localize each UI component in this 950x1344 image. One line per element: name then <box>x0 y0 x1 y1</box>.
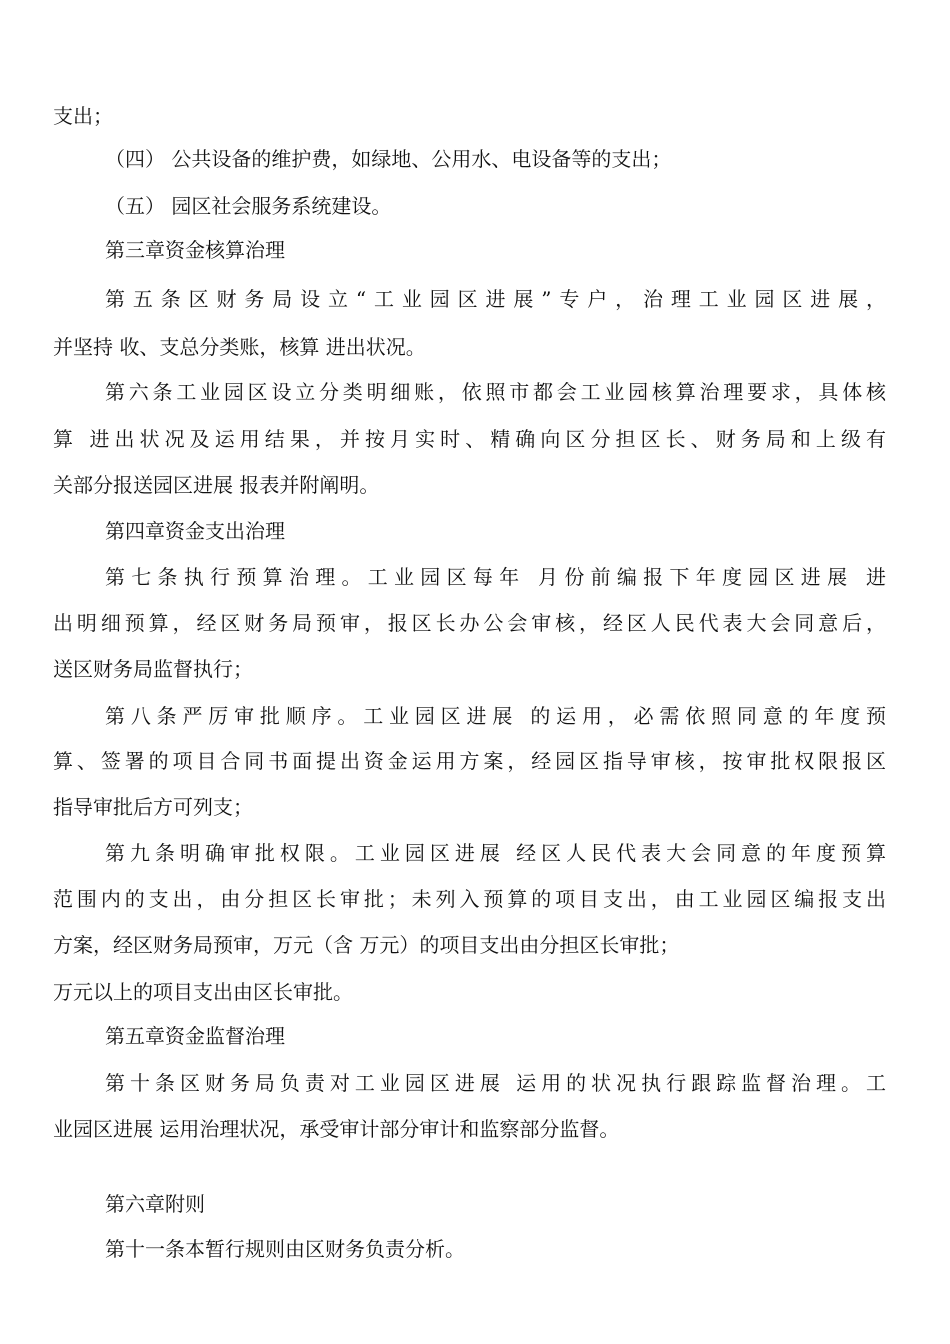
article-5-line-1: 第五条区财务局设立“工业园区进展”专户，治理工业园区进展， <box>105 287 886 311</box>
article-8-line-2: 算、签署的项目合同书面提出资金运用方案，经园区指导审核，按审批权限报区 <box>53 749 886 773</box>
article-9-line-3: 方案，经区财务局预审，万元（含 万元）的项目支出由分担区长审批； <box>53 933 680 957</box>
text-line: 支出； <box>53 104 113 128</box>
article-10-line-1: 第十条区财务局负责对工业园区进展 运用的状况执行跟踪监督治理。工 <box>105 1071 886 1095</box>
article-11-line-1: 第十一条本暂行规则由区财务负责分析。 <box>105 1237 465 1261</box>
article-5-line-2: 并坚持 收、支总分类账，核算 进出状况。 <box>53 335 426 359</box>
chapter-heading-5: 第五章资金监督治理 <box>105 1024 285 1048</box>
list-item-4: （四） 公共设备的维护费，如绿地、公用水、电设备等的支出； <box>105 147 672 171</box>
article-6-line-2: 算 进出状况及运用结果，并按月实时、精确向区分担区长、财务局和上级有 <box>53 427 886 451</box>
article-6-line-3: 关部分报送园区进展 报表并附阐明。 <box>53 473 380 497</box>
article-7-line-3: 送区财务局监督执行； <box>53 657 253 681</box>
chapter-heading-4: 第四章资金支出治理 <box>105 519 285 543</box>
chapter-heading-3: 第三章资金核算治理 <box>105 238 285 262</box>
article-9-line-4: 万元以上的项目支出由区长审批。 <box>53 980 353 1004</box>
article-8-line-3: 指导审批后方可列支； <box>53 795 253 819</box>
article-8-line-1: 第八条严厉审批顺序。工业园区进展 的运用，必需依照同意的年度预 <box>105 704 886 728</box>
article-7-line-1: 第七条执行预算治理。工业园区每年 月份前编报下年度园区进展 进 <box>105 565 886 589</box>
article-9-line-1: 第九条明确审批权限。工业园区进展 经区人民代表大会同意的年度预算 <box>105 841 886 865</box>
article-7-line-2: 出明细预算，经区财务局预审，报区长办公会审核，经区人民代表大会同意后， <box>53 611 886 635</box>
list-item-5: （五） 园区社会服务系统建设。 <box>105 194 392 218</box>
chapter-heading-6: 第六章附则 <box>105 1192 205 1216</box>
article-10-line-2: 业园区进展 运用治理状况，承受审计部分审计和监察部分监督。 <box>53 1117 620 1141</box>
article-6-line-1: 第六条工业园区设立分类明细账，依照市都会工业园核算治理要求，具体核 <box>105 380 886 404</box>
article-9-line-2: 范围内的支出，由分担区长审批；未列入预算的项目支出，由工业园区编报支出 <box>53 887 886 911</box>
